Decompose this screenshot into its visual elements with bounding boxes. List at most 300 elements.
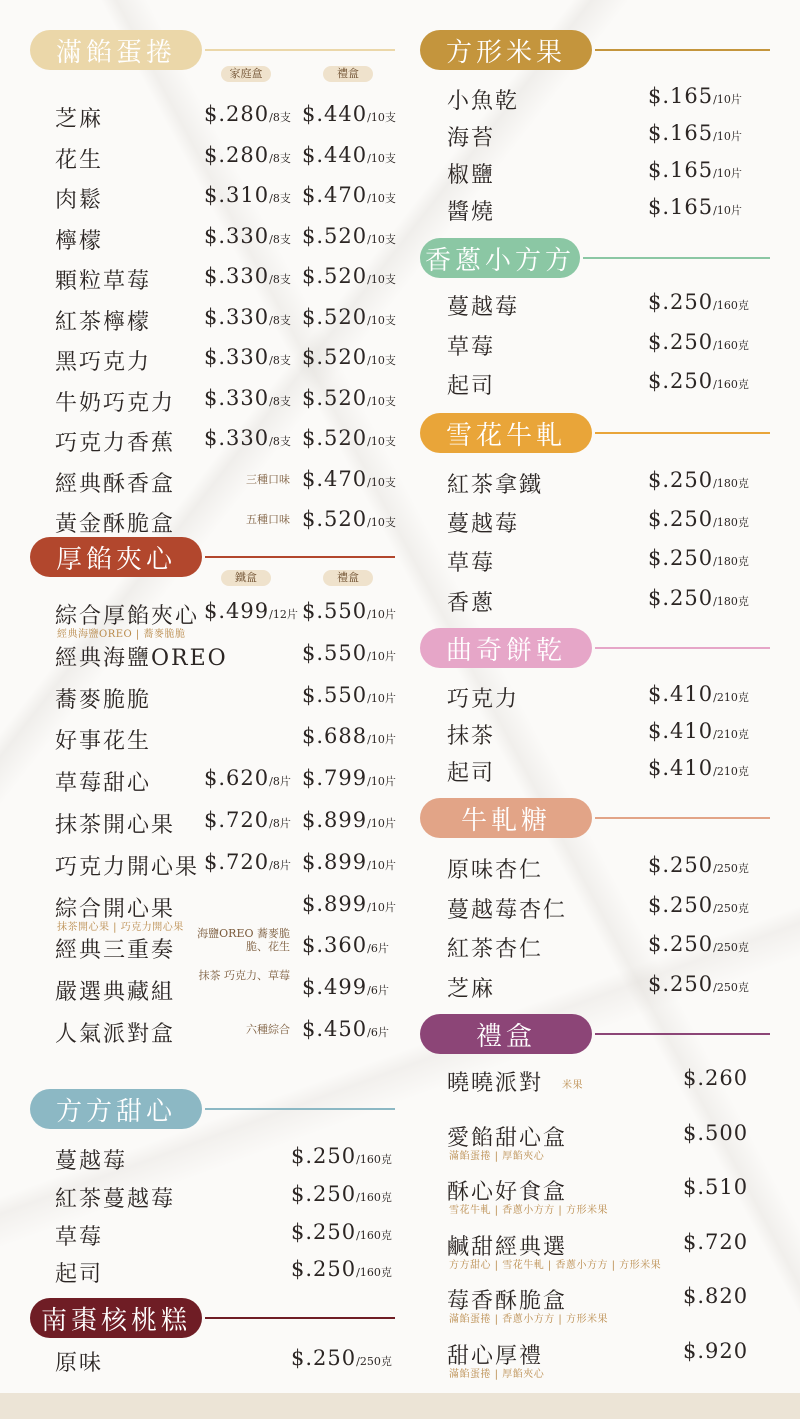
item-tag: 米果 [562, 1080, 583, 1091]
item-name: 顆粒草莓 [55, 269, 152, 294]
price-value: $.720 [204, 808, 270, 832]
price-unit: /210克 [713, 728, 749, 741]
item-name: 曉曉派對 [447, 1071, 544, 1096]
price-unit: /180克 [713, 594, 749, 608]
item-subtitle: 抹茶開心果 | 巧克力開心果 [57, 921, 184, 933]
price-value: $.250 [291, 1144, 357, 1168]
price-unit: /10支 [367, 475, 396, 489]
price-1 [204, 850, 291, 874]
price-2 [302, 1017, 389, 1041]
price-2 [302, 224, 396, 248]
item-name: 甜心厚禮 [447, 1343, 544, 1369]
price-2 [302, 766, 396, 790]
price-1 [204, 386, 291, 410]
section-title: 方方甜心 [30, 1089, 202, 1129]
item-name: 紅茶檸檬 [55, 309, 152, 335]
section-rule [583, 257, 770, 259]
price-1 [204, 426, 291, 450]
price-unit: /8支 [269, 273, 291, 286]
price-unit: /10片 [367, 858, 396, 872]
item-name: 紅茶杏仁 [447, 937, 544, 962]
item-name: 好事花生 [55, 729, 152, 755]
item-subtitle: 滿餡蛋捲 | 厚餡夾心 [449, 1368, 545, 1380]
price-unit: /8片 [269, 817, 291, 830]
price-1 [204, 305, 291, 329]
price-unit: /10片 [367, 649, 396, 663]
price-value: $.720 [204, 849, 270, 874]
item-subtitle: 滿餡蛋捲 | 厚餡夾心 [449, 1150, 545, 1162]
menu-item [0, 808, 410, 838]
price [648, 682, 749, 706]
price-value: $.250 [648, 329, 714, 354]
item-name: 嚴選典藏組 [55, 980, 176, 1006]
price-unit: /8支 [269, 354, 291, 367]
column-header: 禮盒 [323, 66, 373, 82]
section-title: 牛軋糖 [420, 798, 592, 838]
item-note: 六種綜合 [246, 1023, 290, 1036]
item-name: 芝麻 [447, 976, 496, 1002]
price-unit: /8支 [269, 232, 291, 246]
price-unit: /10支 [367, 354, 396, 367]
price-unit: /8片 [269, 858, 291, 872]
price-value: $.360 [302, 933, 368, 958]
price-unit: /250克 [713, 980, 749, 994]
price-value: $.799 [302, 766, 368, 791]
menu-item [0, 850, 410, 880]
menu-item [0, 641, 410, 671]
price-unit: /10支 [367, 313, 396, 327]
menu-item [405, 1120, 800, 1162]
item-name: 紅茶拿鐵 [447, 473, 544, 498]
price-value: $.330 [204, 223, 270, 248]
section-rule [595, 49, 770, 51]
menu-item [405, 586, 800, 616]
price-unit: /10片 [713, 130, 742, 143]
price [648, 121, 742, 145]
price-2 [302, 426, 396, 450]
price-value: $.280 [204, 102, 270, 126]
price-value: $.280 [204, 142, 270, 167]
price-value: $.520 [302, 264, 368, 288]
price-value: $.250 [648, 585, 714, 610]
item-name: 經典酥香盒 [55, 471, 176, 497]
price-2 [302, 850, 396, 874]
price-unit: /250克 [713, 901, 749, 915]
price-2 [302, 599, 396, 623]
price-1 [204, 808, 291, 832]
item-name: 原味 [55, 1351, 104, 1376]
section-r3 [405, 413, 800, 616]
price-unit: /8支 [269, 151, 291, 165]
item-name: 經典三重奏 [55, 938, 176, 964]
price-value: $.250 [648, 932, 714, 956]
price-unit: /180克 [713, 555, 749, 569]
menu-item [405, 369, 800, 399]
item-subtitle: 經典海鹽OREO | 蕎麥脆脆 [57, 629, 186, 640]
price [648, 719, 749, 743]
column-header: 禮盒 [323, 570, 373, 586]
item-note: 三種口味 [246, 472, 290, 486]
price-unit: /10片 [367, 608, 396, 621]
section-title: 滿餡蛋捲 [30, 30, 202, 70]
item-name: 巧克力香蕉 [55, 431, 176, 456]
item-name: 香蔥 [447, 590, 496, 616]
price-value: $.720 [683, 1229, 749, 1254]
item-name: 肉鬆 [55, 188, 104, 213]
section-title: 南棗核桃糕 [30, 1298, 202, 1338]
price-value: $.310 [204, 183, 270, 207]
price-unit: /10片 [367, 817, 396, 830]
menu-item [0, 345, 410, 375]
price-2 [302, 724, 396, 748]
price-value: $.520 [302, 304, 368, 329]
price-unit: /160克 [356, 1190, 392, 1204]
item-name: 醬燒 [447, 200, 496, 225]
price [683, 1284, 748, 1308]
menu-item [405, 121, 800, 151]
section-s4 [0, 1298, 410, 1376]
price-1 [204, 264, 291, 288]
column-header: 鐵盒 [221, 570, 271, 586]
price-unit: /160克 [356, 1266, 392, 1280]
price [648, 546, 749, 570]
price-value: $.510 [683, 1175, 749, 1199]
menu-item [0, 599, 410, 640]
item-name: 蕎麥脆脆 [55, 687, 152, 713]
price-unit: /10片 [713, 93, 742, 106]
price-2 [302, 507, 396, 531]
menu-item [0, 264, 410, 294]
price-unit: /8支 [269, 313, 291, 327]
price-unit: /250克 [713, 862, 749, 875]
price-2 [302, 933, 389, 957]
price-unit: /10支 [367, 111, 396, 124]
price-value: $.410 [648, 756, 714, 780]
price-unit: /8片 [269, 775, 291, 789]
item-name: 花生 [55, 147, 104, 173]
item-name: 巧克力開心果 [55, 854, 200, 880]
price-unit: /10支 [367, 192, 396, 205]
menu-item [0, 426, 410, 456]
price-2 [302, 467, 396, 491]
price-1 [204, 599, 298, 623]
section-title: 禮盒 [420, 1014, 592, 1054]
section-title: 雪花牛軋 [420, 413, 592, 453]
menu-item [0, 766, 410, 796]
section-rule [595, 432, 770, 434]
price-value: $.440 [302, 102, 368, 126]
section-title: 方形米果 [420, 30, 592, 70]
item-name: 巧克力 [447, 687, 520, 712]
item-name: 草莓甜心 [55, 771, 152, 797]
price-value: $.920 [683, 1338, 749, 1363]
item-name: 抹茶 [447, 724, 496, 749]
price [648, 893, 749, 917]
menu-item [405, 972, 800, 1002]
item-name: 牛奶巧克力 [55, 390, 176, 416]
menu-item [405, 290, 800, 320]
menu-item [405, 682, 800, 712]
item-name: 蔓越莓杏仁 [447, 897, 568, 923]
price-value: $.250 [291, 1181, 357, 1206]
price [648, 195, 742, 219]
section-s3 [0, 1089, 410, 1288]
price-value: $.899 [302, 808, 368, 832]
price [648, 507, 749, 531]
menu-item [0, 224, 410, 254]
menu-item [405, 330, 800, 360]
item-name: 人氣派對盒 [55, 1022, 176, 1047]
price-unit: /10片 [713, 167, 742, 180]
price-unit: /12片 [269, 608, 298, 621]
menu-item [0, 467, 410, 497]
price [648, 330, 749, 354]
section-r1 [405, 30, 800, 225]
item-name: 檸檬 [55, 228, 104, 254]
price-2 [302, 143, 396, 167]
price-value: $.520 [302, 507, 368, 531]
price-value: $.550 [302, 682, 368, 707]
price-unit: /10片 [367, 691, 396, 705]
price-value: $.499 [302, 975, 368, 1000]
price-value: $.250 [648, 369, 714, 393]
menu-item [405, 1338, 800, 1380]
price-value: $.688 [302, 724, 368, 749]
price-value: $.260 [683, 1066, 749, 1090]
item-name: 蔓越莓 [447, 512, 520, 538]
item-name: 芝麻 [55, 107, 104, 132]
price-unit: /160克 [356, 1228, 392, 1242]
menu-item [0, 1220, 410, 1250]
item-name: 椒鹽 [447, 163, 496, 188]
price [648, 972, 749, 996]
menu-item [0, 507, 410, 537]
price-value: $.250 [648, 468, 714, 492]
section-r2 [405, 238, 800, 399]
menu-item [0, 969, 410, 1006]
item-note: 五種口味 [246, 513, 290, 526]
price-unit: /6片 [367, 942, 389, 956]
section-r4 [405, 628, 800, 786]
item-name: 海苔 [447, 126, 496, 151]
price-2 [302, 345, 396, 369]
price-value: $.250 [291, 1219, 357, 1244]
price-unit: /210克 [713, 765, 749, 778]
price-value: $.450 [302, 1017, 368, 1041]
price-2 [302, 305, 396, 329]
price [648, 290, 749, 314]
price-unit: /10支 [367, 273, 396, 286]
menu-item [405, 546, 800, 576]
price-unit: /250克 [356, 1355, 392, 1368]
menu-item [0, 143, 410, 173]
item-name: 原味杏仁 [447, 858, 544, 883]
price-value: $.165 [648, 84, 714, 108]
price-value: $.410 [648, 682, 714, 706]
price-2 [302, 264, 396, 288]
price-1 [204, 766, 291, 790]
price-unit: /160克 [713, 299, 749, 312]
item-note: 海鹽OREO 蕎麥脆脆、花生 [197, 927, 290, 954]
menu-item [405, 468, 800, 498]
price-value: $.520 [302, 223, 368, 248]
price-2 [302, 102, 396, 126]
price-value: $.520 [302, 345, 368, 369]
item-name: 起司 [447, 374, 496, 399]
price [648, 932, 749, 956]
section-rule [595, 817, 770, 819]
price-value: $.330 [204, 345, 270, 369]
price-1 [204, 143, 291, 167]
price-unit: /10片 [367, 900, 396, 914]
price-value: $.440 [302, 142, 368, 167]
price-value: $.899 [302, 891, 368, 916]
menu-item [0, 183, 410, 213]
price-unit: /160克 [713, 338, 749, 352]
section-title: 曲奇餅乾 [420, 628, 592, 668]
price-value: $.330 [204, 264, 270, 288]
price-2 [302, 386, 396, 410]
price-value: $.550 [302, 640, 368, 665]
price-value: $.250 [648, 971, 714, 996]
section-rule [205, 49, 395, 51]
section-r5 [405, 798, 800, 1002]
price-value: $.410 [648, 719, 714, 743]
price-unit: /10片 [367, 775, 396, 789]
section-rule [205, 1317, 395, 1319]
menu-item [0, 305, 410, 335]
price-1 [204, 224, 291, 248]
section-rule [595, 647, 770, 649]
menu-item [0, 1017, 410, 1047]
item-subtitle: 方方甜心 | 雪花牛軋 | 香蔥小方方 | 方形米果 [449, 1259, 662, 1271]
price-1 [204, 345, 291, 369]
menu-item [405, 84, 800, 114]
price-value: $.470 [302, 466, 368, 491]
menu-item [405, 756, 800, 786]
price [648, 853, 749, 877]
price-2 [302, 808, 396, 832]
price-unit: /10支 [367, 516, 396, 529]
price-value: $.620 [204, 766, 270, 791]
item-name: 鹹甜經典選 [447, 1234, 568, 1260]
price-unit: /160克 [356, 1153, 392, 1166]
section-s1 [0, 30, 410, 537]
price-unit: /180克 [713, 477, 749, 490]
price-unit: /10支 [367, 394, 396, 408]
menu-item [405, 932, 800, 962]
menu-item [0, 1182, 410, 1212]
price [683, 1066, 748, 1090]
menu-item [405, 1175, 800, 1216]
price [648, 369, 749, 393]
price [648, 84, 742, 108]
price-value: $.899 [302, 849, 368, 874]
section-title: 厚餡夾心 [30, 537, 202, 577]
price-unit: /8支 [269, 192, 291, 205]
price [648, 158, 742, 182]
price-2 [302, 183, 396, 207]
item-name: 黑巧克力 [55, 350, 152, 375]
menu-item [0, 1257, 410, 1287]
section-rule [205, 556, 395, 558]
price-2 [291, 1257, 392, 1281]
item-subtitle: 雪花牛軋 | 香蔥小方方 | 方形米果 [449, 1205, 608, 1216]
price-value: $.330 [204, 385, 270, 410]
item-name: 起司 [447, 761, 496, 786]
price-unit: /10片 [367, 733, 396, 747]
column-header: 家庭盒 [221, 66, 271, 82]
price-value: $.520 [302, 426, 368, 450]
price-2 [291, 1220, 392, 1244]
item-name: 紅茶蔓越莓 [55, 1186, 176, 1212]
item-name: 小魚乾 [447, 89, 520, 114]
menu-item [405, 853, 800, 883]
menu-item [0, 1144, 410, 1174]
price-value: $.470 [302, 183, 368, 207]
price [683, 1175, 748, 1199]
item-name: 經典海鹽OREO [55, 645, 228, 671]
price-value: $.550 [302, 599, 368, 623]
menu-item [405, 507, 800, 537]
price-2 [291, 1182, 392, 1206]
price-unit: /8支 [269, 435, 291, 448]
menu-item [405, 719, 800, 749]
item-name: 蔓越莓 [447, 295, 520, 320]
price [683, 1339, 748, 1363]
price-unit: /10支 [367, 151, 396, 165]
price-value: $.499 [204, 599, 270, 623]
item-name: 起司 [55, 1262, 104, 1288]
item-name: 草莓 [447, 551, 496, 577]
menu-item [0, 891, 410, 933]
menu-item [405, 1284, 800, 1325]
price-value: $.820 [683, 1284, 749, 1308]
price-unit: /180克 [713, 516, 749, 530]
price-2 [291, 1346, 392, 1370]
section-s2 [0, 537, 410, 1047]
price-value: $.250 [648, 546, 714, 571]
item-name: 黃金酥脆盒 [55, 512, 176, 537]
price-unit: /10片 [713, 204, 742, 217]
section-r6 [405, 1014, 800, 1380]
price-value: $.250 [291, 1346, 357, 1370]
price-unit: /210克 [713, 691, 749, 704]
item-name: 愛餡甜心盒 [447, 1125, 568, 1151]
price-value: $.330 [204, 426, 270, 450]
menu-item [405, 195, 800, 225]
price [683, 1230, 748, 1254]
price-unit: /10支 [367, 232, 396, 246]
price-unit: /8支 [269, 394, 291, 408]
menu-item [405, 1066, 800, 1096]
item-note: 抹茶 巧克力、草莓 [198, 969, 290, 983]
menu-item [405, 893, 800, 923]
price-2 [302, 641, 396, 665]
price-value: $.250 [648, 853, 714, 877]
price-unit: /6片 [367, 1026, 389, 1039]
price-2 [302, 975, 389, 999]
price-value: $.165 [648, 121, 714, 145]
menu-item [405, 158, 800, 188]
price-unit: /160克 [713, 378, 749, 391]
section-rule [595, 1033, 770, 1035]
menu-item [0, 102, 410, 132]
price-value: $.165 [648, 158, 714, 182]
item-name: 莓香酥脆盒 [447, 1289, 568, 1314]
item-name: 綜合厚餡夾心 [55, 604, 200, 629]
price-1 [204, 102, 291, 126]
